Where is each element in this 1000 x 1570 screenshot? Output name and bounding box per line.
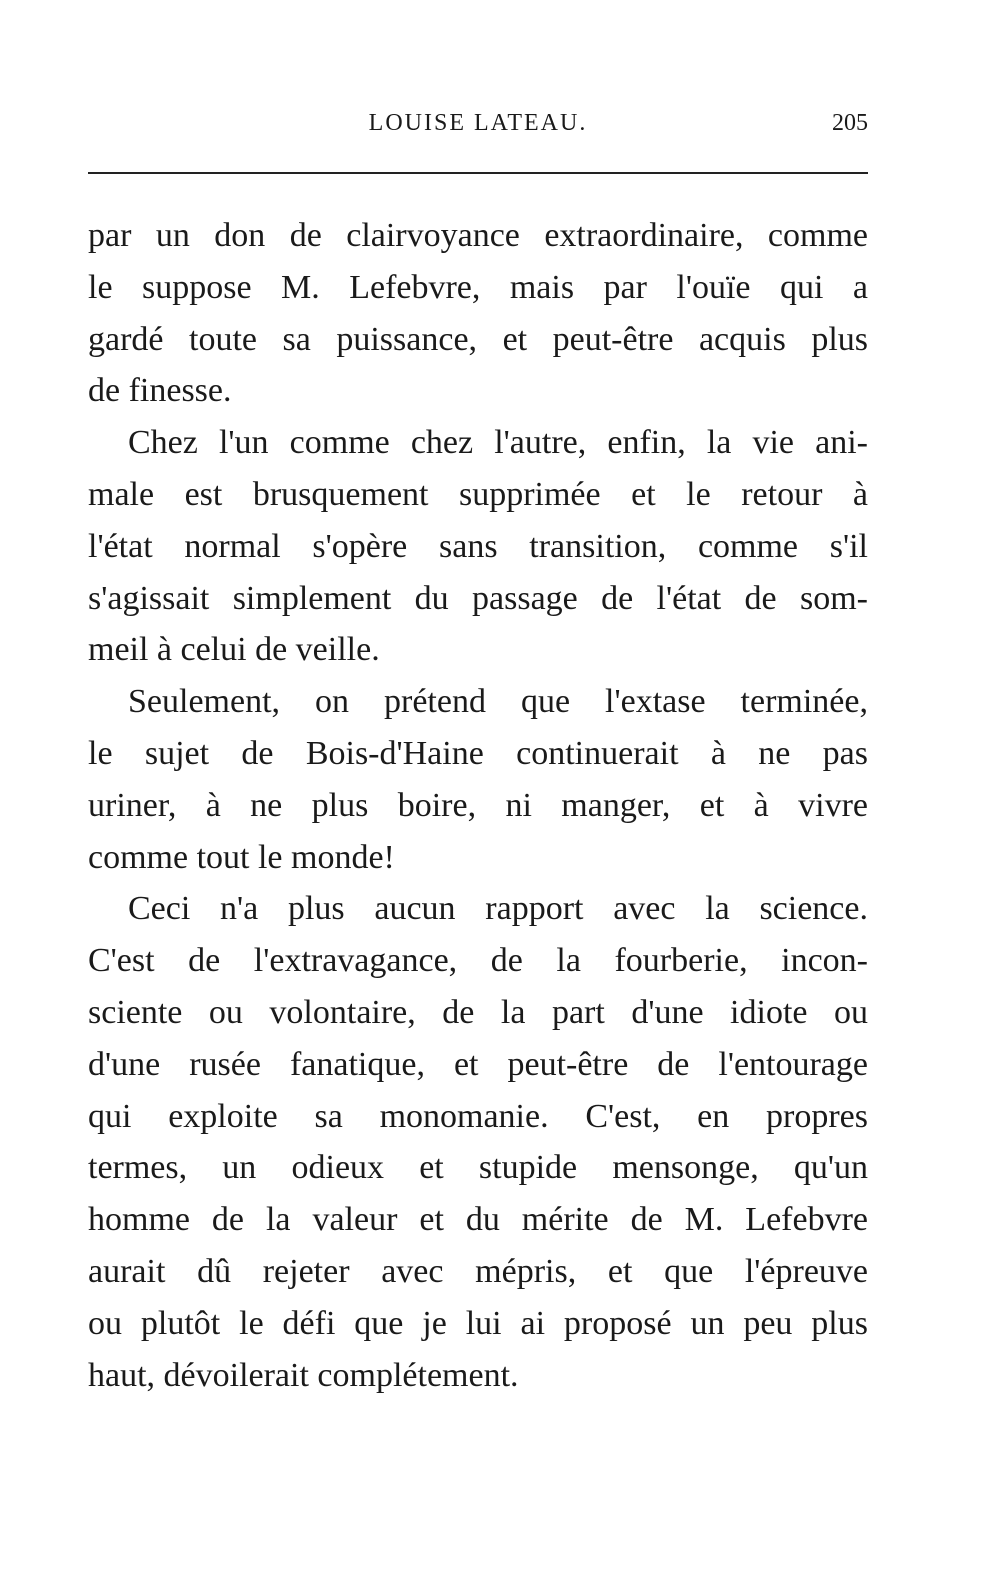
paragraph: [88, 883, 868, 1401]
text-line: Ceci n'a plus aucun rapport avec la science.: [128, 890, 868, 928]
text-line: ou plutôt le défi que je lui ai proposé un peu plus: [88, 1304, 868, 1342]
text-line: le suppose M. Lefebvre, mais par l'ouïe qui a: [88, 268, 868, 306]
text-line: sciente ou volontaire, de la part d'une idiote ou: [88, 993, 868, 1031]
text-line: homme de la valeur et du mérite de M. Lefebvre: [88, 1201, 868, 1239]
text-line: l'état normal s'opère sans transition, comme s'il: [88, 527, 868, 565]
text-line: aurait dû rejeter avec mépris, et que l'épreuve: [88, 1252, 868, 1290]
text-line: meil à celui de veille.: [88, 631, 380, 669]
paragraph: [88, 417, 868, 676]
text-line: qui exploite sa monomanie. C'est, en propres: [88, 1097, 868, 1135]
text-line: par un don de clairvoyance extraordinaire, comme: [88, 217, 868, 254]
text-line: le sujet de Bois-d'Haine continuerait à ne pas: [88, 734, 868, 772]
text-line: d'une rusée fanatique, et peut-être de l'entourage: [88, 1045, 868, 1083]
text-line: termes, un odieux et stupide mensonge, qu'un: [88, 1149, 868, 1187]
text-line: de finesse.: [88, 372, 232, 410]
header-rule: [88, 172, 868, 174]
body-text: [88, 210, 868, 1401]
running-title: LOUISE LATEAU.: [368, 110, 588, 136]
text-line: Seulement, on prétend que l'extase terminée,: [128, 683, 868, 721]
text-line: gardé toute sa puissance, et peut-être acquis plus: [88, 320, 868, 358]
text-line: uriner, à ne plus boire, ni manger, et à vivre: [88, 786, 868, 824]
paragraph: [88, 210, 868, 417]
paragraph: [88, 676, 868, 883]
page-number: 205: [832, 110, 868, 136]
text-line: C'est de l'extravagance, de la fourberie, incon-: [88, 942, 868, 980]
running-head: [88, 106, 868, 146]
text-line: s'agissait simplement du passage de l'état de som-: [88, 579, 868, 617]
text-line: Chez l'un comme chez l'autre, enfin, la vie ani-: [128, 424, 868, 462]
text-line: haut, dévoilerait complétement.: [88, 1356, 519, 1394]
text-line: male est brusquement supprimée et le retour à: [88, 475, 868, 513]
text-line: comme tout le monde!: [88, 838, 395, 876]
